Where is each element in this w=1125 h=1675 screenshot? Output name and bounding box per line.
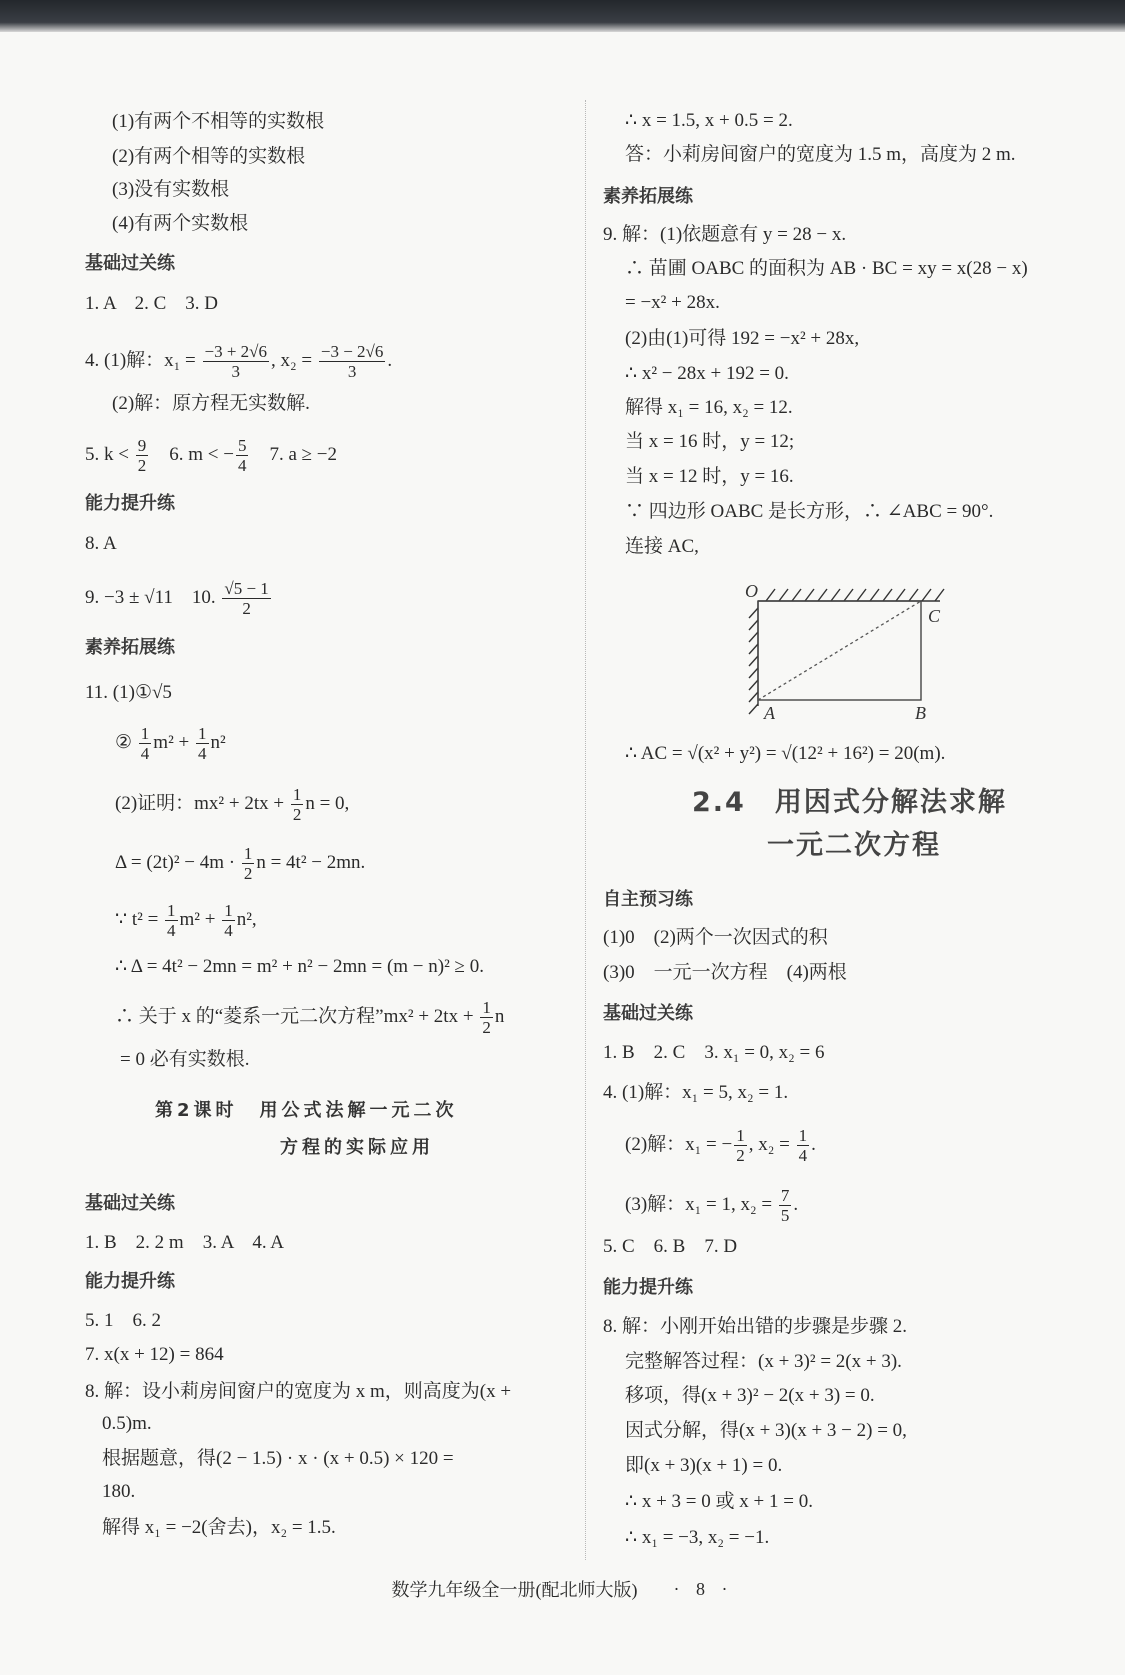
answer-line [85,290,218,318]
answer-line [102,1478,135,1506]
fraction-denominator: 3 [347,362,357,381]
section-heading [85,1190,175,1218]
text-segment: 7. x(x + 12) = 864 [85,1344,224,1365]
answer-line [625,141,1016,169]
answer-line [625,533,699,561]
text-segment: ∵ 四边形 OABC 是长方形，∴ ∠ABC = 90°. [625,501,994,522]
text-segment: 能力提升练 [85,1271,175,1292]
text-segment: 能力提升练 [85,493,175,514]
text-segment: 8. 解：设小莉房间窗户的宽度为 x m，则高度为(x + [85,1381,512,1402]
section-heading [85,1268,175,1296]
fraction-denominator: 4 [167,921,176,940]
answer-line [85,1229,284,1257]
fraction [480,998,493,1037]
answer-line [625,1488,813,1516]
text-segment: 素养拓展练 [603,186,693,207]
fraction-numerator: 1 [198,724,207,743]
fraction-numerator: 1 [798,1126,808,1145]
text-segment: 基础过关练 [603,1003,693,1024]
fraction-numerator: 9 [137,436,147,455]
answer-line [625,1186,799,1225]
fraction-denominator: 5 [780,1206,790,1225]
text-segment: 自主预习练 [603,889,693,910]
answer-line [85,530,117,558]
text-segment: 答：小莉房间窗户的宽度为 1.5 m，高度为 2 m. [625,144,1016,165]
answer-line [603,1079,788,1107]
answer-line [85,579,273,618]
section-heading [603,183,693,211]
footer-book-title: 数学九年级全一册(配北师大版) [391,1580,638,1600]
answer-line [625,740,945,768]
fraction [236,436,249,475]
answer-line [102,1445,454,1473]
text-segment: , x₂ = [748,1133,795,1155]
text-segment: 根据题意，得(2 − 1.5) · x · (x + 0.5) × 120 = [102,1448,454,1469]
text-segment: m² + [153,731,194,753]
answer-line [625,1452,782,1480]
fraction-denominator: 4 [224,921,233,940]
section-heading [85,634,175,662]
text-segment: (3)0 一元一次方程 (4)两根 [603,962,847,983]
answer-line [625,289,720,317]
label-O: O [745,581,758,601]
fraction [797,1126,810,1165]
text-segment: . [811,1133,816,1155]
text-segment: 能力提升练 [603,1277,693,1298]
answer-line [625,1417,907,1445]
text-segment: 方程的实际应用 [280,1137,434,1158]
text-segment: 8. A [85,533,117,554]
wall-hatching [749,589,944,714]
text-segment: n², [236,908,257,930]
label-A: A [764,703,775,723]
text-segment: 1. B 2. 2 m 3. A 4. A [85,1232,284,1253]
text-segment: 5. k < [85,443,134,465]
text-segment: 连接 AC, [625,536,699,557]
diagonal-AC [758,601,921,700]
page-footer [0,1576,1125,1602]
text-segment: ∵ t² = [115,908,164,930]
text-segment: ∴ x₁ = −3, x₂ = −1. [625,1527,770,1548]
text-segment: (2)解：原方程无实数解. [112,393,310,414]
answer-line [102,1514,336,1542]
fraction-numerator: −3 − 2√6 [320,342,384,361]
section-heading [85,490,175,518]
text-segment: 第2课时 用公式法解一元二次 [155,1100,458,1121]
text-segment: ∴ Δ = 4t² − 2mn = m² + n² − 2mn = (m − n)² ≥ 0. [115,956,484,977]
text-segment: 1. A 2. C 3. D [85,293,219,314]
answer-line [85,342,393,381]
scan-top-edge [0,0,1125,32]
answer-line [85,436,338,475]
lesson-title [692,785,1007,821]
fraction-denominator: 2 [242,599,251,618]
lesson-title [767,828,941,864]
fraction-numerator: 1 [243,844,253,863]
fraction-denominator: 2 [292,805,302,824]
label-C: C [928,606,941,626]
fraction-numerator: 1 [224,901,233,920]
footer-page-number: · 8 · [673,1578,734,1599]
fraction [196,724,209,763]
answer-line [603,924,828,952]
text-segment: (1)有两个不相等的实数根 [112,111,325,132]
text-segment: 解得 x₁ = 16, x₂ = 12. [625,397,793,418]
text-segment: m² + [179,908,221,930]
answer-line [625,255,1028,283]
section-heading [603,886,693,914]
fraction-denominator: 2 [137,456,147,475]
fraction-numerator: √5 − 1 [224,579,269,598]
answer-line [112,108,324,136]
text-segment: 素养拓展练 [85,637,175,658]
lesson-title [280,1134,434,1162]
text-segment: ∴ x + 3 = 0 或 x + 1 = 0. [625,1491,813,1512]
fraction-denominator: 4 [140,744,150,763]
text-segment: 4. (1)解：x₁ = 5, x₂ = 1. [603,1082,789,1103]
answer-line [85,1378,511,1406]
text-segment: 因式分解，得(x + 3)(x + 3 − 2) = 0, [625,1420,907,1441]
fraction [242,844,255,883]
fraction-denominator: 4 [237,456,247,475]
text-segment: ∴ 苗圃 OABC 的面积为 AB · BC = xy = x(28 − x) [625,258,1028,279]
text-segment: . [387,349,393,371]
fraction-numerator: 1 [292,785,302,804]
fraction-denominator: 3 [231,362,240,381]
section-heading [603,1274,693,1302]
fraction-numerator: 1 [736,1126,745,1145]
fraction [136,436,149,475]
answer-line [625,107,793,135]
text-segment: (2)由(1)可得 192 = −x² + 28x, [625,328,860,349]
answer-line [603,1039,825,1067]
fraction-numerator: 5 [237,436,247,455]
section-heading [603,1000,693,1028]
answer-line [85,1341,224,1369]
text-segment: n [494,1005,505,1027]
answer-line [625,1382,875,1410]
answer-line [625,498,993,526]
answer-line [603,1233,737,1261]
text-segment: 解得 x₁ = −2(舍去)，x₂ = 1.5. [102,1517,336,1538]
answer-line [115,998,505,1037]
text-segment: 4. (1)解：x₁ = [85,349,201,371]
answer-line [625,394,793,422]
answer-line [625,1524,769,1552]
text-segment: 基础过关练 [85,1193,175,1214]
fraction [203,342,270,381]
answer-line [625,360,789,388]
text-segment: 移项，得(x + 3)² − 2(x + 3) = 0. [625,1385,875,1406]
text-segment: 一元二次方程 [767,830,941,861]
text-segment: n² [210,731,226,753]
label-B: B [915,703,926,723]
text-segment: 5. C 6. B 7. D [603,1236,738,1257]
answer-line [112,176,229,204]
text-segment: ∴ x² − 28x + 192 = 0. [625,363,789,384]
answer-line [115,724,226,763]
garden-rectangle-diagram [740,578,960,728]
text-segment: 8. 解：小刚开始出错的步骤是步骤 2. [603,1316,908,1337]
fraction-numerator: 1 [482,998,491,1017]
fraction [319,342,386,381]
answer-line [115,953,484,981]
answer-line [85,1307,161,1335]
text-segment: Δ = (2t)² − 4m · [115,851,240,873]
fraction-numerator: 1 [167,901,176,920]
answer-line [112,143,305,171]
fraction [779,1186,792,1225]
text-segment: ② [115,731,137,753]
fraction-numerator: 7 [780,1186,790,1205]
fraction [222,901,235,940]
answer-line [115,844,366,883]
text-segment: 完整解答过程：(x + 3)² = 2(x + 3). [625,1351,902,1372]
answer-line [625,325,859,353]
answer-line [603,959,847,987]
fraction-denominator: 2 [482,1018,491,1037]
answer-line [115,785,350,824]
answer-line [120,1046,249,1074]
fraction [734,1126,747,1165]
fraction [222,579,270,618]
text-segment: 7. a ≥ −2 [250,443,338,465]
text-segment: n = 0, [305,792,350,814]
text-segment: 5. 1 6. 2 [85,1310,162,1331]
fraction-denominator: 2 [243,864,253,883]
text-segment: 2.4 用因式分解法求解 [692,787,1007,818]
answer-line [85,679,172,707]
column-divider [585,100,586,1560]
answer-line [112,390,310,418]
answer-line [625,1348,902,1376]
text-segment: 1. B 2. C 3. x₁ = 0, x₂ = 6 [603,1042,825,1063]
fraction-numerator: −3 + 2√6 [204,342,268,361]
text-segment: n = 4t² − 2mn. [256,851,366,873]
answer-line [112,210,248,238]
lesson-title [155,1097,458,1125]
text-segment: 基础过关练 [85,253,175,274]
text-segment: (3)解：x₁ = 1, x₂ = [625,1193,777,1215]
text-segment: 9. −3 ± √11 10. [85,586,221,608]
fraction [165,901,178,940]
fraction [291,785,304,824]
answer-line [115,901,257,940]
text-segment: = 0 必有实数根. [120,1049,250,1070]
section-heading [85,250,175,278]
answer-line [625,1126,816,1165]
text-segment: 180. [102,1481,136,1502]
text-segment: , x₂ = [271,349,317,371]
text-segment: (4)有两个实数根 [112,213,249,234]
answer-line [625,463,794,491]
fraction-numerator: 1 [140,724,150,743]
text-segment: (2)有两个相等的实数根 [112,146,306,167]
text-segment: 9. 解：(1)依题意有 y = 28 − x. [603,224,847,245]
text-segment: = −x² + 28x. [625,292,720,313]
fraction-denominator: 2 [736,1146,745,1165]
answer-line [603,221,846,249]
fraction [139,724,152,763]
text-segment: (1)0 (2)两个一次因式的积 [603,927,828,948]
text-segment: 0.5)m. [102,1413,152,1434]
answer-line [603,1313,907,1341]
text-segment: ∴ AC = √(x² + y²) = √(12² + 16²) = 20(m). [625,743,946,764]
text-segment: 当 x = 16 时，y = 12; [625,431,795,452]
answer-line [102,1410,152,1438]
text-segment: 即(x + 3)(x + 1) = 0. [625,1455,783,1476]
text-segment: (2)证明：mx² + 2tx + [115,792,289,814]
text-segment: (3)没有实数根 [112,179,230,200]
text-segment: 6. m < − [150,443,234,465]
text-segment: . [793,1193,799,1215]
text-segment: ∴ 关于 x 的“菱系一元二次方程”mx² + 2tx + [115,1005,479,1027]
answer-line [625,428,794,456]
text-segment: (2)解：x₁ = − [625,1133,733,1155]
fraction-denominator: 4 [198,744,207,763]
text-segment: ∴ x = 1.5, x + 0.5 = 2. [625,110,793,131]
fraction-denominator: 4 [798,1146,808,1165]
text-segment: 11. (1)①√5 [85,682,172,703]
text-segment: 当 x = 12 时，y = 16. [625,466,794,487]
